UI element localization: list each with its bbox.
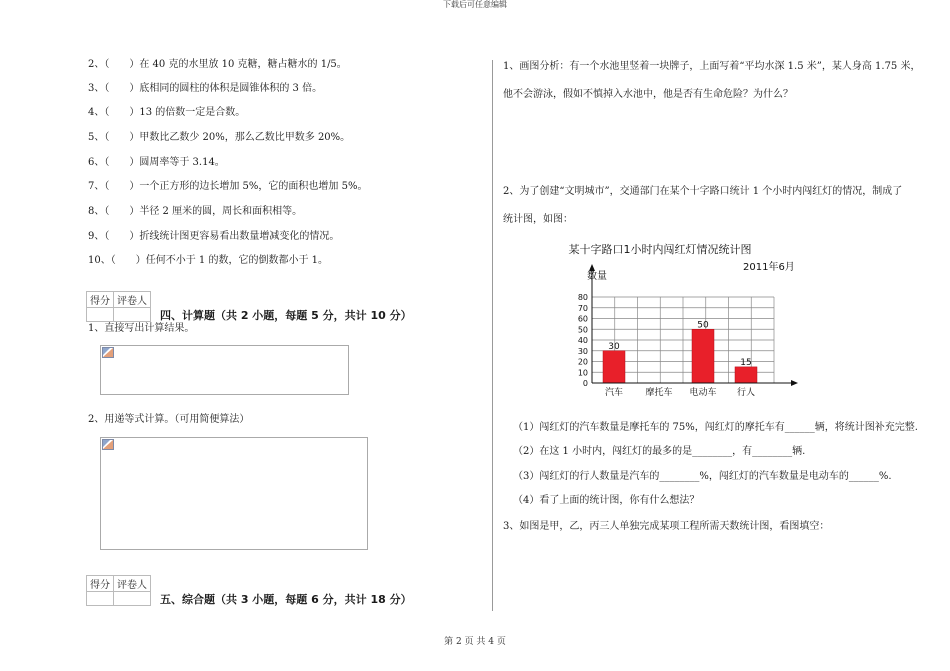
true-false-item: 8、（ ）半径 2 厘米的圆，周长和面积相等。 (88, 206, 303, 217)
true-false-item: 5、（ ）甲数比乙数少 20%，那么乙数比甲数多 20%。 (88, 132, 351, 143)
bar-value-label: 50 (697, 320, 709, 331)
page-header-note: 下载后可任意编辑 (443, 0, 507, 9)
y-tick-label: 50 (577, 325, 588, 335)
y-tick-label: 0 (582, 379, 588, 388)
grader-label: 评卷人 (114, 576, 151, 592)
score-label: 得分 (87, 292, 114, 308)
column-divider (492, 60, 493, 611)
page-footer: 第 2 页 共 4 页 (444, 637, 506, 647)
score-cell (87, 592, 114, 606)
y-tick-label: 30 (577, 346, 588, 356)
sub-question: （2）在这 1 小时内，闯红灯的最多的是________，有________辆. (513, 446, 806, 457)
bar-value-label: 15 (740, 357, 752, 368)
y-tick-label: 70 (577, 303, 588, 313)
question-1-line-1: 1、画图分析：有一个水池里竖着一块牌子，上面写着“平均水深 1.5 米”，某人身高 1.75 米， (503, 61, 921, 72)
broken-image-icon (102, 439, 114, 450)
score-cell (87, 308, 114, 322)
x-category-label: 电动车 (689, 388, 717, 397)
y-axis-arrow (589, 264, 595, 271)
chart-title: 某十字路口1小时内闯红灯情况统计图 (568, 243, 752, 256)
grader-cell (114, 308, 151, 322)
y-tick-label: 60 (577, 314, 588, 324)
y-tick-label: 20 (577, 357, 588, 367)
x-axis-arrow (791, 380, 798, 386)
true-false-item: 6、（ ）圆周率等于 3.14。 (88, 157, 225, 168)
section-5-title: 五、综合题（共 3 小题，每题 6 分，共计 18 分） (160, 593, 412, 606)
question-2-line-2: 统计图，如图： (503, 214, 573, 225)
y-tick-label: 40 (577, 336, 588, 345)
sub-question: （4）看了上面的统计图，你有什么想法？ (513, 495, 700, 506)
question-1-line-2: 他不会游泳，假如不慎掉入水池中，他是否有生命危险？为什么？ (503, 89, 793, 100)
score-label: 得分 (87, 576, 114, 592)
sub-question: （1）闯红灯的汽车数量是摩托车的 75%，闯红灯的摩托车有______辆，将统计图补充完整. (513, 422, 918, 433)
true-false-item: 2、（ ）在 40 克的水里放 10 克糖，糖占糖水的 1/5。 (88, 59, 347, 70)
chart-bars (603, 329, 757, 383)
x-category-label: 行人 (736, 388, 756, 397)
bar-汽车 (603, 351, 625, 383)
grader-cell (114, 592, 151, 606)
sub-question: （3）闯红灯的行人数量是汽车的________%，闯红灯的汽车数量是电动车的______%. (513, 471, 892, 482)
score-table (86, 291, 151, 322)
x-category-label: 汽车 (604, 388, 624, 397)
question-3: 3、如图是甲，乙，丙三人单独完成某项工程所需天数统计图，看图填空： (503, 521, 830, 532)
question-4-1: 1、直接写出计算结果。 (88, 323, 195, 334)
bar-value-label: 30 (608, 341, 620, 352)
question-4-2: 2、用递等式计算。（可用简便算法） (88, 414, 250, 425)
answer-box-1[interactable] (100, 345, 349, 395)
y-tick-label: 10 (577, 368, 588, 378)
chart-subtitle: 2011年6月 (743, 262, 795, 273)
chart-y-axis-label: 数量 (587, 271, 607, 282)
score-table (86, 575, 151, 606)
grader-label: 评卷人 (114, 292, 151, 308)
answer-box-2[interactable] (100, 437, 368, 550)
question-2-line-1: 2、为了创建“文明城市”，交通部门在某个十字路口统计 1 个小时内闯红灯的情况，制成了 (503, 186, 903, 197)
true-false-item: 9、（ ）折线统计图更容易看出数量增减变化的情况。 (88, 231, 340, 242)
red-light-bar-chart (555, 237, 815, 397)
true-false-item: 10、（ ）任何不小于 1 的数，它的倒数都小于 1。 (88, 255, 328, 266)
true-false-item: 7、（ ）一个正方形的边长增加 5%，它的面积也增加 5%。 (88, 181, 368, 192)
bar-电动车 (692, 329, 714, 383)
true-false-item: 4、（ ）13 的倍数一定是合数。 (88, 107, 246, 118)
y-tick-label: 80 (577, 293, 588, 302)
x-category-label: 摩托车 (645, 388, 673, 397)
broken-image-icon (102, 347, 114, 358)
bar-行人 (735, 367, 757, 383)
true-false-item: 3、（ ）底相同的圆柱的体积是圆锥体积的 3 倍。 (88, 83, 323, 94)
section-4-title: 四、计算题（共 2 小题，每题 5 分，共计 10 分） (160, 309, 412, 322)
